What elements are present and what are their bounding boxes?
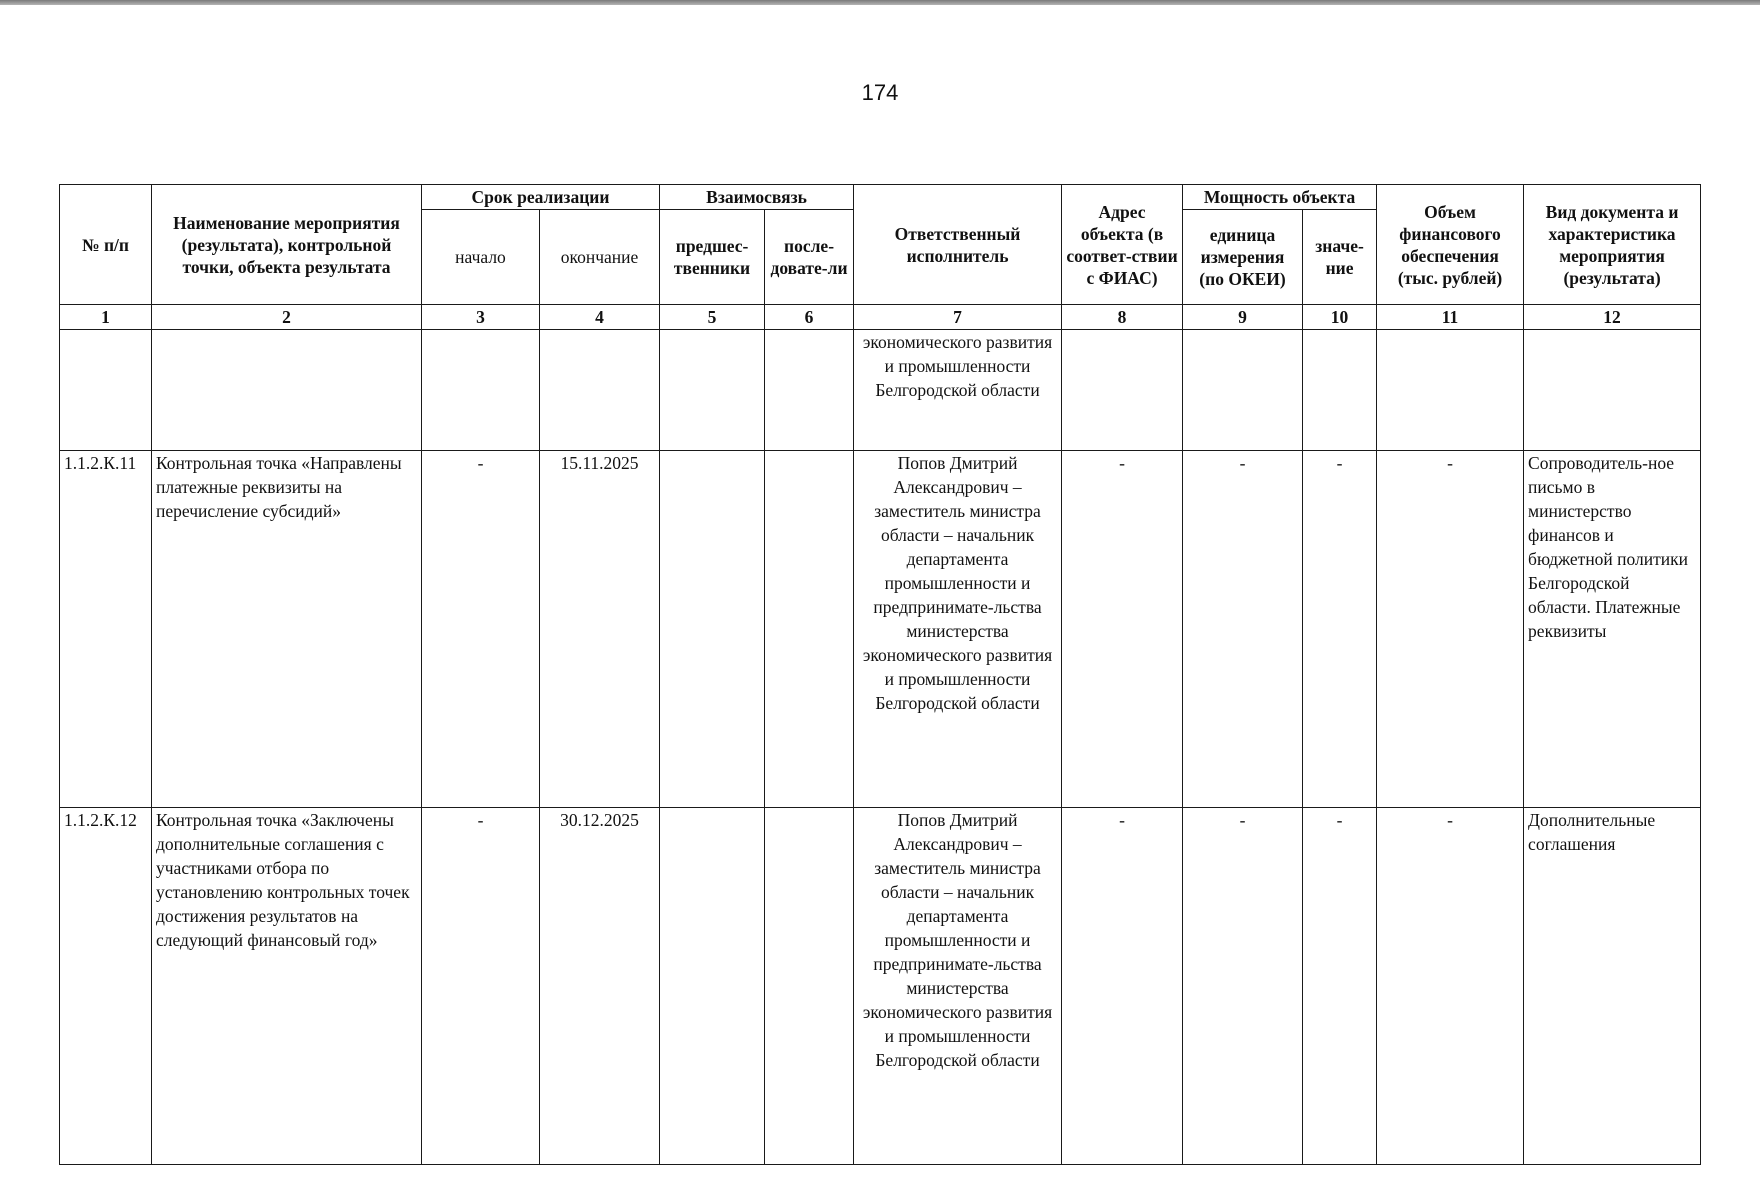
table-row xyxy=(60,451,1701,808)
header-start: начало xyxy=(422,210,540,305)
header-term-group: Срок реализации xyxy=(422,185,660,210)
top-scan-rule xyxy=(0,0,1760,5)
page-number: 174 xyxy=(861,80,899,105)
cell-start xyxy=(422,330,540,451)
header-unit: единица измерения (по ОКЕИ) xyxy=(1183,210,1303,305)
cell-name xyxy=(152,330,422,451)
cell-start: - xyxy=(422,808,540,1165)
column-number: 4 xyxy=(540,305,660,330)
cell-funding: - xyxy=(1377,808,1524,1165)
column-number: 8 xyxy=(1062,305,1183,330)
header-successors: после-довате-ли xyxy=(765,210,854,305)
header-funding: Объем финансового обеспечения (тыс. рублей) xyxy=(1377,185,1524,305)
cell-document xyxy=(1524,330,1701,451)
header-value: значе-ние xyxy=(1303,210,1377,305)
cell-responsible: Попов Дмитрий Александрович – заместитель министра области – начальник департамента промышленности и предпринимате-льства министерства экономического развития и промышленности Белгородской области xyxy=(854,451,1062,808)
cell-responsible: экономического развития и промышленности Белгородской области xyxy=(854,330,1062,451)
header-predecessors: предшес-твенники xyxy=(660,210,765,305)
column-number: 5 xyxy=(660,305,765,330)
header-capacity-group: Мощность объекта xyxy=(1183,185,1377,210)
header-responsible: Ответственный исполнитель xyxy=(854,185,1062,305)
cell-address: - xyxy=(1062,451,1183,808)
cell-code: 1.1.2.К.12 xyxy=(60,808,152,1165)
header-address: Адрес объекта (в соответ-ствии с ФИАС) xyxy=(1062,185,1183,305)
header-link-group: Взаимосвязь xyxy=(660,185,854,210)
cell-code xyxy=(60,330,152,451)
cell-funding xyxy=(1377,330,1524,451)
cell-end xyxy=(540,330,660,451)
column-number: 12 xyxy=(1524,305,1701,330)
cell-document: Дополнительные соглашения xyxy=(1524,808,1701,1165)
column-number: 9 xyxy=(1183,305,1303,330)
header-name: Наименование мероприятия (результата), контрольной точки, объекта результата xyxy=(152,185,422,305)
header-document: Вид документа и характеристика мероприятия (результата) xyxy=(1524,185,1701,305)
column-number: 3 xyxy=(422,305,540,330)
cell-unit: - xyxy=(1183,808,1303,1165)
cell-unit: - xyxy=(1183,451,1303,808)
column-number: 1 xyxy=(60,305,152,330)
cell-unit xyxy=(1183,330,1303,451)
column-number: 2 xyxy=(152,305,422,330)
cell-address xyxy=(1062,330,1183,451)
column-number-row xyxy=(60,305,1701,330)
table-row xyxy=(60,808,1701,1165)
column-number: 11 xyxy=(1377,305,1524,330)
cell-address: - xyxy=(1062,808,1183,1165)
column-number: 7 xyxy=(854,305,1062,330)
column-number: 10 xyxy=(1303,305,1377,330)
cell-code: 1.1.2.К.11 xyxy=(60,451,152,808)
cell-successors xyxy=(765,330,854,451)
plan-table xyxy=(59,184,1701,1165)
header-number: № п/п xyxy=(60,185,152,305)
cell-name: Контрольная точка «Заключены дополнительные соглашения с участниками отбора по установлению контрольных точек достижения результатов на следующий финансовый год» xyxy=(152,808,422,1165)
cell-predecessors xyxy=(660,330,765,451)
cell-predecessors xyxy=(660,808,765,1165)
cell-start: - xyxy=(422,451,540,808)
header-row xyxy=(60,185,1701,210)
cell-value: - xyxy=(1303,808,1377,1165)
header-end: окончание xyxy=(540,210,660,305)
cell-responsible: Попов Дмитрий Александрович – заместитель министра области – начальник департамента промышленности и предпринимате-льства министерства экономического развития и промышленности Белгородской области xyxy=(854,808,1062,1165)
cell-successors xyxy=(765,808,854,1165)
cell-end: 30.12.2025 xyxy=(540,808,660,1165)
cell-predecessors xyxy=(660,451,765,808)
cell-end: 15.11.2025 xyxy=(540,451,660,808)
cell-name: Контрольная точка «Направлены платежные реквизиты на перечисление субсидий» xyxy=(152,451,422,808)
cell-value: - xyxy=(1303,451,1377,808)
cell-value xyxy=(1303,330,1377,451)
cell-document: Сопроводитель-ное письмо в министерство финансов и бюджетной политики Белгородской области. Платежные реквизиты xyxy=(1524,451,1701,808)
column-number: 6 xyxy=(765,305,854,330)
cell-funding: - xyxy=(1377,451,1524,808)
cell-successors xyxy=(765,451,854,808)
table-row xyxy=(60,330,1701,451)
